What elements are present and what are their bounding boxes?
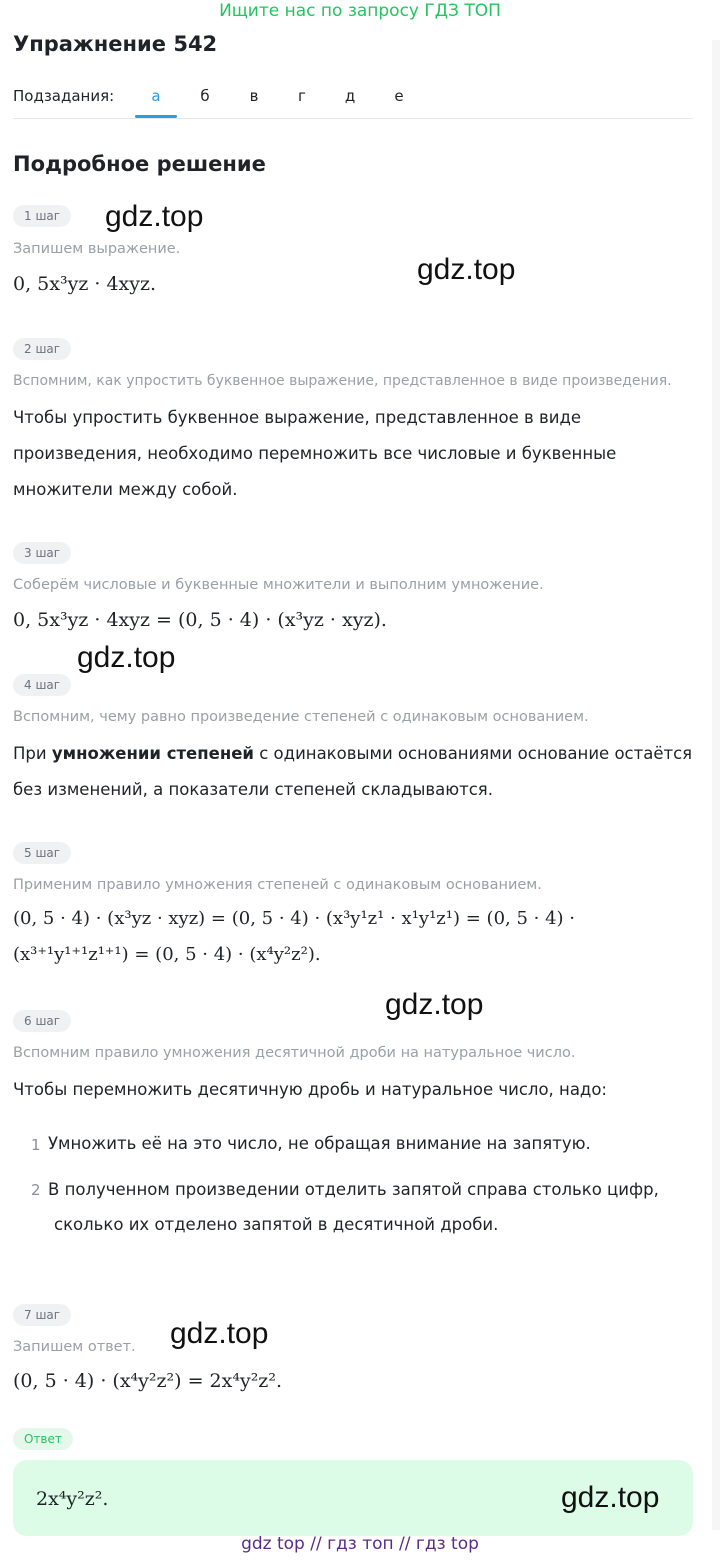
list-item-2-line1: В полученном произведении отделить запятой справа столько цифр,: [48, 1180, 659, 1199]
step-6-hint: Вспомним правило умножения десятичной дроби на натуральное число.: [13, 1045, 576, 1061]
tab-subtask-a[interactable]: а: [151, 87, 161, 105]
tab-subtask-v[interactable]: в: [249, 87, 259, 105]
step-3-hint: Соберём числовые и буквенные множители и выполним умножение.: [13, 577, 544, 593]
search-banner: Ищите нас по запросу ГДЗ ТОП: [219, 1, 501, 21]
answer-formula: 2x⁴y²z².: [36, 1488, 109, 1510]
step-1-formula: 0, 5x³yz · 4xyz.: [13, 273, 157, 295]
step-4-text-line1: При умножении степеней с одинаковыми основаниями основание остаётся: [13, 744, 693, 763]
footer-links[interactable]: gdz top // гдз топ // гдз top: [241, 1534, 479, 1554]
step-2-badge: 2 шаг: [13, 338, 71, 360]
step-5-formula-line2: (x³⁺¹y¹⁺¹z¹⁺¹) = (0, 5 · 4) · (x⁴y²z²).: [13, 944, 321, 965]
tab-subtask-e[interactable]: е: [394, 87, 404, 105]
step-5-badge: 5 шаг: [13, 842, 71, 864]
subtasks-bar: [13, 84, 693, 119]
answer-badge: Ответ: [13, 1428, 73, 1450]
step-4-text-line2: без изменений, а показатели степеней складываются.: [13, 780, 493, 799]
step-7-hint: Запишем ответ.: [13, 1339, 136, 1355]
scrollbar-track[interactable]: [712, 40, 720, 1530]
step-2-text-line1: Чтобы упростить буквенное выражение, представленное в виде: [13, 408, 582, 427]
tab-subtask-d[interactable]: д: [344, 87, 356, 105]
step-2-text-line3: множители между собой.: [13, 480, 238, 499]
page-title: Упражнение 542: [13, 32, 218, 56]
watermark: gdz.top: [105, 200, 204, 233]
step-5-formula-line1: (0, 5 · 4) · (x³yz · xyz) = (0, 5 · 4) · (x³y¹z¹ · x¹y¹z¹) = (0, 5 · 4) ·: [13, 908, 575, 929]
watermark: gdz.top: [561, 1481, 660, 1514]
step-6-text: Чтобы перемножить десятичную дробь и натуральное число, надо:: [13, 1080, 607, 1099]
step-1-hint: Запишем выражение.: [13, 241, 181, 257]
step-5-hint: Применим правило умножения степеней с одинаковым основанием.: [13, 877, 542, 893]
list-item-1: Умножить её на это число, не обращая внимание на запятую.: [48, 1134, 591, 1153]
step-4-badge: 4 шаг: [13, 674, 71, 696]
step-2-text-line2: произведения, необходимо перемножить все числовые и буквенные: [13, 444, 617, 463]
list-number-1: 1: [31, 1136, 41, 1154]
subtasks-label: Подзадания:: [13, 87, 115, 105]
tab-subtask-b[interactable]: б: [200, 87, 210, 105]
solution-heading: Подробное решение: [13, 152, 266, 176]
step-4-hint: Вспомним, чему равно произведение степеней с одинаковым основанием.: [13, 709, 589, 725]
list-item-2-line2: сколько их отделено запятой в десятичной дроби.: [54, 1215, 499, 1234]
bold-term: умножении степеней: [51, 744, 254, 763]
watermark: gdz.top: [385, 988, 484, 1021]
step-7-badge: 7 шаг: [13, 1304, 71, 1326]
active-tab-indicator: [135, 115, 177, 118]
step-3-formula: 0, 5x³yz · 4xyz = (0, 5 · 4) · (x³yz · xyz).: [13, 609, 387, 631]
watermark: gdz.top: [417, 253, 516, 286]
step-2-hint: Вспомним, как упростить буквенное выражение, представленное в виде произведения.: [13, 373, 672, 389]
watermark: gdz.top: [77, 641, 176, 674]
step-1-badge: 1 шаг: [13, 205, 71, 227]
step-7-formula: (0, 5 · 4) · (x⁴y²z²) = 2x⁴y²z².: [13, 1370, 282, 1392]
step-3-badge: 3 шаг: [13, 542, 71, 564]
tab-subtask-g[interactable]: г: [298, 87, 306, 105]
step-6-badge: 6 шаг: [13, 1010, 71, 1032]
watermark: gdz.top: [170, 1317, 269, 1350]
list-number-2: 2: [31, 1181, 41, 1199]
